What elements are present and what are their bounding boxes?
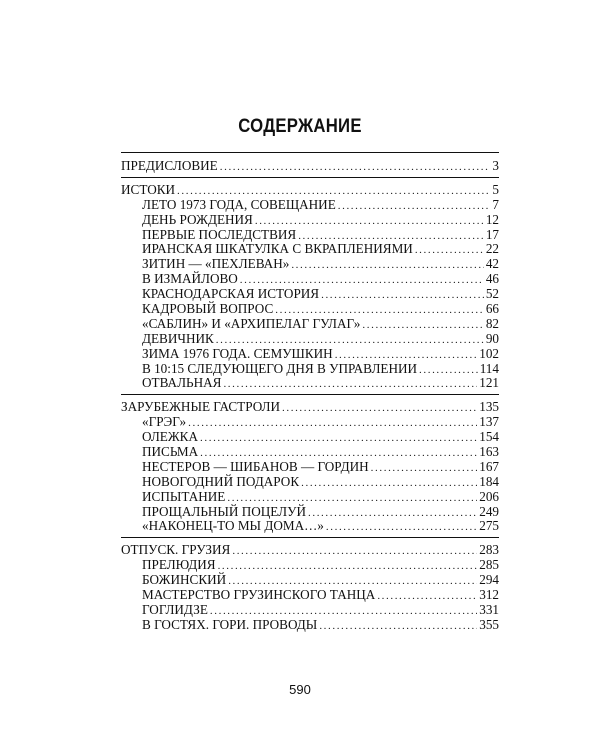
toc-page-number: 184	[479, 473, 499, 489]
toc-entry-label: ДЕНЬ РОЖДЕНИЯ	[142, 211, 253, 227]
toc-page-number: 52	[485, 286, 499, 302]
toc-entry-label: В ИЗМАЙЛОВО	[142, 271, 238, 287]
toc-entry-label: НЕСТЕРОВ — ШИБАНОВ — ГОРДИН	[142, 458, 369, 474]
toc-page-number: 66	[485, 301, 499, 317]
toc-entry-label: ОТВАЛЬНАЯ	[142, 375, 222, 391]
toc-page-number: 121	[479, 375, 499, 391]
dot-leader	[291, 258, 483, 273]
dot-leader	[377, 589, 477, 604]
toc-entry-label: ИСПЫТАНИЕ	[142, 488, 226, 504]
toc-entry	[121, 618, 499, 633]
toc-section-label: ИСТОКИ	[121, 181, 176, 197]
toc-entry-label: НОВОГОДНИЙ ПОДАРОК	[142, 473, 300, 489]
toc-entry-label: ЗИМА 1976 ГОДА. СЕМУШКИН	[142, 345, 333, 361]
toc-entry-label: ПИСЬМА	[142, 444, 199, 460]
toc-entry	[121, 332, 499, 347]
toc-page-number: 7	[492, 196, 499, 212]
toc-page-number: 283	[479, 542, 499, 558]
toc-entry	[121, 362, 499, 377]
toc-entry	[121, 445, 499, 460]
toc-entry	[121, 415, 499, 430]
dot-leader	[308, 506, 477, 521]
dot-leader	[220, 160, 491, 175]
toc-entry-label: ПРЕДИСЛОВИЕ	[121, 158, 218, 173]
toc-entry	[121, 257, 499, 272]
toc-entry	[121, 242, 499, 257]
dot-leader	[319, 619, 477, 634]
toc-page-number: 3	[492, 158, 499, 173]
toc-page-number: 42	[485, 256, 499, 272]
toc-entry-label: ЛЕТО 1973 ГОДА, СОВЕЩАНИЕ	[142, 196, 336, 212]
toc-entry	[121, 213, 499, 228]
toc-entry-label: КРАСНОДАРСКАЯ ИСТОРИЯ	[142, 286, 320, 302]
toc-page-number: 82	[485, 315, 499, 331]
toc-entry	[121, 228, 499, 243]
toc-page-number: 285	[479, 557, 499, 573]
toc-page-number: 294	[479, 572, 499, 588]
toc-entry-label: «САБЛИН» И «АРХИПЕЛАГ ГУЛАГ»	[142, 315, 361, 331]
toc-entry	[121, 519, 499, 534]
toc-entry	[121, 287, 499, 302]
toc-entry	[121, 475, 499, 490]
toc-entry-label: «ГРЭГ»	[142, 414, 187, 430]
page-number: 590	[289, 682, 311, 697]
toc-entry	[121, 490, 499, 505]
dot-leader	[200, 431, 477, 446]
toc-page-number: 154	[479, 429, 499, 445]
toc-page-number: 135	[479, 399, 499, 415]
dot-leader	[419, 363, 478, 378]
toc-entry-label: МАСТЕРСТВО ГРУЗИНСКОГО ТАНЦА	[142, 587, 376, 603]
toc-page-number: 90	[485, 330, 499, 346]
toc-page-number: 163	[479, 444, 499, 460]
toc-entry-label: ГОГЛИДЗЕ	[142, 601, 208, 617]
toc-entry-label: ИРАНСКАЯ ШКАТУЛКА С ВКРАПЛЕНИЯМИ	[142, 241, 413, 257]
divider	[121, 177, 499, 178]
toc-page-number: 275	[479, 518, 499, 534]
toc-entry-label: ПРОЩАЛЬНЫЙ ПОЦЕЛУЙ	[142, 503, 306, 519]
toc-entry-label: ЗИТИН — «ПЕХЛЕВАН»	[142, 256, 290, 272]
toc-entry	[121, 505, 499, 520]
toc-entry-label: ПЕРВЫЕ ПОСЛЕДСТВИЯ	[142, 226, 297, 242]
toc-page-number: 22	[485, 241, 499, 257]
dot-leader	[371, 461, 478, 476]
toc-page-number: 46	[485, 271, 499, 287]
toc-section-heading	[121, 183, 499, 198]
toc-entry	[121, 558, 499, 573]
dot-leader	[338, 199, 491, 214]
toc-page-number: 312	[479, 587, 499, 603]
table-of-contents	[121, 148, 499, 633]
toc-entry	[121, 430, 499, 445]
dot-leader	[188, 416, 477, 431]
toc-entry-label: В 10:15 СЛЕДУЮЩЕГО ДНЯ В УПРАВЛЕНИИ	[142, 360, 418, 376]
toc-entry-preface	[121, 159, 499, 174]
divider	[121, 394, 499, 395]
toc-entry	[121, 272, 499, 287]
toc-page-number: 167	[479, 458, 499, 474]
dot-leader	[232, 544, 477, 559]
toc-entry	[121, 347, 499, 362]
dot-leader	[223, 377, 477, 392]
toc-entry	[121, 603, 499, 618]
toc-entry	[121, 302, 499, 317]
toc-entry	[121, 588, 499, 603]
dot-leader	[301, 476, 477, 491]
toc-page-number: 5	[492, 181, 499, 197]
dot-leader	[362, 318, 483, 333]
toc-page-number: 331	[479, 601, 499, 617]
toc-entry-label: ДЕВИЧНИК	[142, 330, 214, 346]
toc-entry	[121, 460, 499, 475]
toc-entry	[121, 573, 499, 588]
toc-section-label: ЗАРУБЕЖНЫЕ ГАСТРОЛИ	[121, 399, 281, 415]
divider	[121, 152, 499, 153]
toc-entry-label: ПРЕЛЮДИЯ	[142, 557, 216, 573]
toc-section-heading	[121, 400, 499, 415]
toc-page-number: 355	[479, 616, 499, 632]
toc-page-number: 137	[479, 414, 499, 430]
dot-leader	[282, 401, 477, 416]
dot-leader	[326, 520, 477, 535]
toc-entry-label: КАДРОВЫЙ ВОПРОС	[142, 301, 274, 317]
toc-page-number: 17	[485, 226, 499, 242]
dot-leader	[321, 288, 484, 303]
toc-entry-label: БОЖИНСКИЙ	[142, 572, 227, 588]
toc-section-heading	[121, 543, 499, 558]
toc-page-number: 249	[479, 503, 499, 519]
toc-entry	[121, 198, 499, 213]
toc-entry	[121, 376, 499, 391]
toc-entry	[121, 317, 499, 332]
toc-entry-label: ОЛЕЖКА	[142, 429, 199, 445]
dot-leader	[218, 559, 478, 574]
dot-leader	[415, 243, 484, 258]
toc-entry-label: В ГОСТЯХ. ГОРИ. ПРОВОДЫ	[142, 616, 318, 632]
toc-section-label: ОТПУСК. ГРУЗИЯ	[121, 542, 231, 558]
toc-page-number: 114	[479, 360, 499, 376]
toc-page-number: 206	[479, 488, 499, 504]
toc-page-number: 12	[485, 211, 499, 227]
toc-page-number: 102	[479, 345, 499, 361]
page-title: СОДЕРЖАНИЕ	[238, 116, 362, 137]
toc-entry-label: «НАКОНЕЦ-ТО МЫ ДОМА…»	[142, 518, 324, 534]
divider	[121, 537, 499, 538]
